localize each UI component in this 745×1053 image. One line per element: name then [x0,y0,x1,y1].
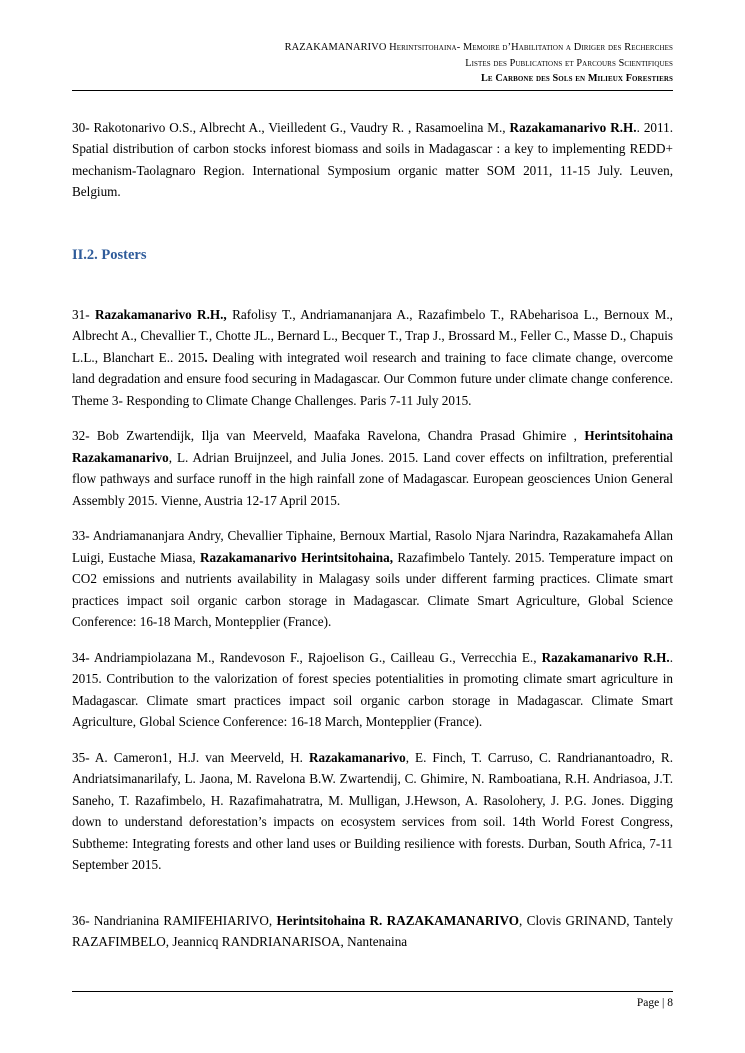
entry-36-pre: 36- Nandrianina RAMIFEHIARIVO, [72,912,277,928]
reference-entry-34 [72,647,673,733]
page-number: Page | 8 [636,997,673,1009]
page-footer [72,991,673,1009]
entry-35-pre: 35- A. Cameron1, H.J. van Meerveld, H. [72,749,309,765]
entry-31-mid: Rafolisy T., Andriamananjara A., Razafimbelo T., RAbeharisoa L., Bernoux M., Albrecht A., Chevallier T., Chotte JL., Bernard L., Becquer T., Trap J., Brossard M., Feller C., Masse D., Chapuis L.L., Blanchart E.. 2015 [72,306,673,365]
entry-32-post: , L. Adrian Bruijnzeel, and Julia Jones. 2015. Land cover effects on infiltration, preferential flow pathways and surface runoff in the high rainfall zone of Madagascar. European geosciences Union General Assembly 2015. Vienne, Austria 12-17 April 2015. [72,449,673,508]
entry-33-post: Razafimbelo Tantely. 2015. Temperature impact on CO2 emissions and nutrients availability in Malagasy soils under different farming practices. Climate smart practices impact soil organic carbon storage in Madagascar. Climate Smart Agriculture, Global Science Conference: 16-18 March, Montepplier (France). [72,549,673,629]
entry-31-bold-2: . [204,349,208,365]
reference-entry-35 [72,747,673,876]
header-line-2: Listes des Publications et Parcours Scientifiques [465,57,673,69]
entry-33-author-bold: Razakamanarivo Herintsitohaina, [200,549,394,565]
entry-31-post: Dealing with integrated woil research and training to face climate change, overcome land degradation and ensure food securing in Madagascar. Our Common future under climate change conference. Theme 3- Responding to Climate Change Challenges. Paris 7-11 July 2015. [72,349,673,408]
reference-entry-36 [72,910,673,953]
reference-entry-31 [72,304,673,412]
entry-30-author-bold: Razakamanarivo R.H. [509,119,637,135]
entry-36-post: , Clovis GRINAND, Tantely RAZAFIMBELO, Jeannicq RANDRIANARISOA, Nantenaina [72,912,673,949]
header-line-1: RAZAKAMANARIVO Herintsitohaina- Memoire d’Habilitation a Diriger des Recherches [284,42,673,53]
entry-31-pre: 31- [72,306,95,322]
entry-32-pre: 32- Bob Zwartendijk, Ilja van Meerveld, Maafaka Ravelona, Chandra Prasad Ghimire , [72,428,585,443]
reference-entry-32 [72,425,673,511]
page-header [72,40,673,91]
entry-32-author-bold: Herintsitohaina Razakamanarivo [72,428,673,465]
header-line-3: Le Carbone des Sols en Milieux Forestiers [481,73,673,84]
entry-34-post: . 2015. Contribution to the valorization of forest species potentialities in promoting climate smart agriculture in Madagascar. Climate smart practices impact soil organic carbon storage in Madagascar. Climate Smart Agriculture, Global Science Conference: 16-18 March, Montepplier (France). [72,649,673,729]
reference-entry-30 [72,117,673,203]
entry-30-pre: 30- Rakotonarivo O.S., Albrecht A., Vieilledent G., Vaudry R. , Rasamoelina M., [72,119,510,135]
entry-31-author-bold: Razakamanarivo R.H., [94,306,227,322]
entry-36-author-bold: Herintsitohaina R. RAZAKAMANARIVO [276,912,520,928]
entry-34-author-bold: Razakamanarivo R.H. [541,649,670,665]
section-heading-posters: II.2. Posters [72,246,147,263]
entry-35-post: , E. Finch, T. Carruso, C. Randrianantoadro, R. Andriatsimanarilafy, L. Jaona, M. Ravelona B.W. Zwartendij, C. Ghimire, N. Ramboatiana, R.H. Andriasoa, J.T. Saneho, T. Razafimbelo, H. Razafimahatratra, M. Mulligan, J.Hewson, A. Rasolohery, J. P.G. Jones. Digging down to understand deforestation’s impacts on ecosystem services from soil. 14th World Forest Congress, Subtheme: Integrating forests and other land uses or Building resilience with forests. Durban, South Africa, 7-11 September 2015. [72,749,673,872]
entry-35-author-bold: Razakamanarivo [309,749,406,765]
entry-33-pre: 33- Andriamananjara Andry, Chevallier Tiphaine, Bernoux Martial, Rasolo Njara Narindra, Razakamahefa Allan Luigi, Eustache Miasa, [72,528,673,565]
entry-34-pre: 34- Andriampiolazana M., Randevoson F., Rajoelison G., Cailleau G., Verrecchia E., [72,649,542,665]
reference-entry-33 [72,525,673,633]
entry-30-post: . 2011. Spatial distribution of carbon stocks inforest biomass and soils in Madagascar : a key to implementing REDD+ mechanism-Taolagnaro Region. International Symposium organic matter SOM 2011, 11-15 July. Leuven, Belgium. [72,119,673,199]
